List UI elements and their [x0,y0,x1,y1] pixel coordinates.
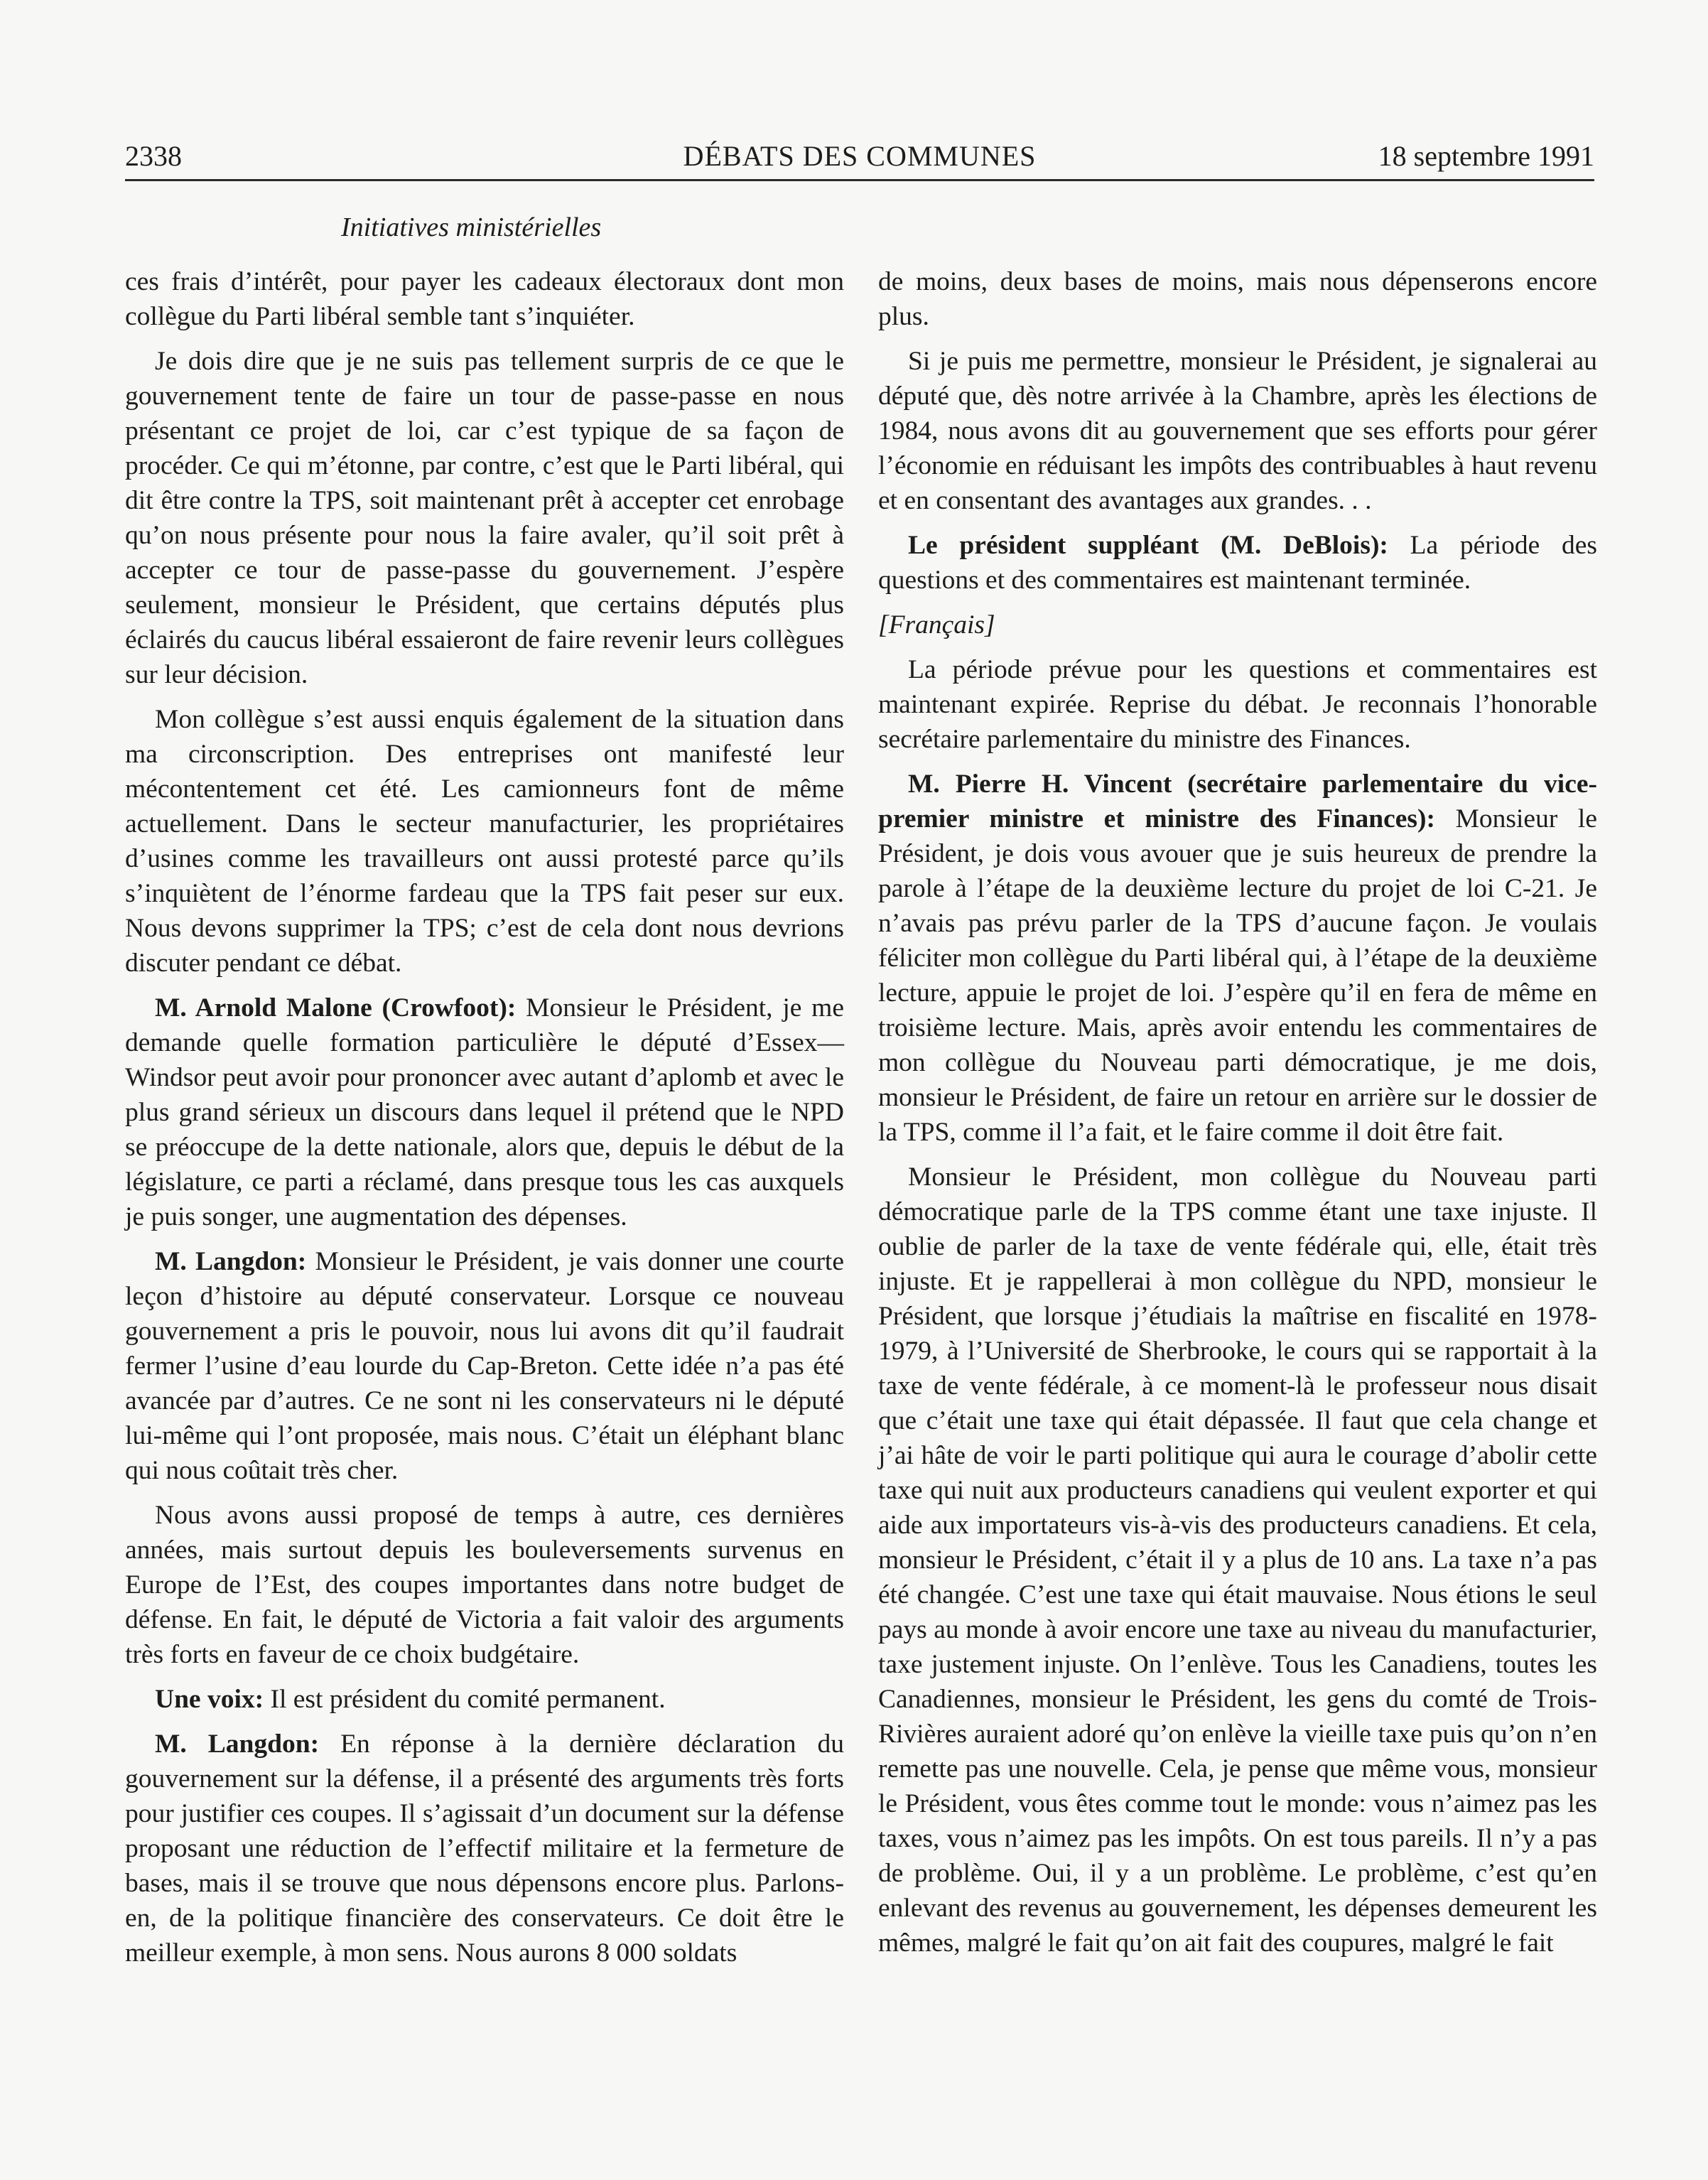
speaker-name: Le président suppléant (M. DeBlois): [908,531,1388,560]
paragraph [125,264,844,334]
paragraph-text: La période prévue pour les questions et commentaires est maintenant expirée. Reprise du débat. Je reconnais l’honorable secrétaire parlementaire du ministre des Finances. [878,655,1597,754]
paragraph [125,1498,844,1672]
text-columns [125,264,1597,1980]
paragraph [878,1160,1597,1960]
paragraph-text: En réponse à la dernière déclaration du gouvernement sur la défense, il a présenté des arguments très forts pour justifier ces coupes. Il s’agissait d’un document sur la défense proposant une réduction de l’effectif militaire et la fermeture de bases, mais il se trouve que nous dépensons encore plus. Parlons-en, de la politique financière des conservateurs. Ce doit être le meilleur exemple, à mon sens. Nous aurons 8 000 soldats [125,1730,844,1968]
paragraph-text: Monsieur le Président, mon collègue du Nouveau parti démocratique parle de la TPS comme étant une taxe injuste. Il oublie de parler de la taxe de vente fédérale qui, elle, était très injuste. Et je rappellerai à mon collègue du NPD, monsieur le Président, que lorsque j’étudiais la maîtrise en fiscalité en 1978-1979, à l’Université de Sherbrooke, le cours qui se rapportait à la taxe de vente fédérale, à ce moment-là le professeur nous disait que c’était une taxe qui était dépassée. Il faut que cela change et j’ai hâte de voir le parti politique qui aura le courage d’abolir cette taxe qui nuit aux producteurs canadiens qui veulent exporter et qui aide aux importateurs vis-à-vis des producteurs canadiens. Et cela, monsieur le Président, c’était il y a plus de 10 ans. La taxe n’a pas été changée. C’est une taxe qui était mauvaise. Nous étions le seul pays au monde à avoir encore une taxe au niveau du manufacturier, taxe justement injuste. On l’enlève. Tous les Canadiens, toutes les Canadiennes, monsieur le Président, les gens du comté de Trois-Rivières auraient adoré qu’on enlève la vieille taxe puis qu’on n’en remette pas une nouvelle. Cela, je pense que même vous, monsieur le Président, vous êtes comme tout le monde: vous n’aimez pas les taxes, vous n’aimez pas les impôts. On est tous pareils. Il n’y a pas de problème. Oui, il y a un problème. Le problème, c’est qu’en enlevant des revenus au gouvernement, les dépenses demeurent les mêmes, malgré le fait qu’on ait fait des coupures, malgré le fait [878,1162,1597,1958]
issue-date: 18 septembre 1991 [1378,140,1594,172]
paragraph [125,344,844,692]
running-head [125,139,1594,181]
right-column [878,264,1597,1980]
speaker-paragraph [125,991,844,1234]
paragraph [878,264,1597,334]
paragraph-text: Si je puis me permettre, monsieur le Président, je signalerai au député que, dès notre arrivée à la Chambre, après les élections de 1984, nous avons dit au gouvernement que ses efforts pour gérer l’économie en réduisant les impôts des contribuables à haut revenu et en consentant des avantages aux grandes. . . [878,347,1597,515]
paragraph-text: Je dois dire que je ne suis pas tellement surpris de ce que le gouvernement tente de faire un tour de passe-passe en nous présentant ce projet de loi, car c’est typique de sa façon de procéder. Ce qui m’étonne, par contre, c’est que le Parti libéral, qui dit être contre la TPS, soit maintenant prêt à accepter cet enrobage qu’on nous présente pour nous la faire avaler, qu’il soit prêt à accepter ce tour de passe-passe du gouvernement. J’espère seulement, monsieur le Président, que certains députés plus éclairés du caucus libéral essaieront de faire revenir leurs collègues sur leur décision. [125,347,844,689]
page-number: 2338 [125,140,182,172]
speaker-paragraph [125,1682,844,1717]
speaker-paragraph [125,1244,844,1488]
speaker-paragraph [125,1727,844,1970]
paragraph-text: Monsieur le Président, je dois vous avouer que je suis heureux de prendre la parole à l’étape de la deuxième lecture du projet de loi C-21. Je n’avais pas prévu parler de la TPS d’aucune façon. Je voulais féliciter mon collègue du Parti libéral qui, à l’étape de la deuxième lecture, appuie le projet de loi. J’espère qu’il en fera de même en troisième lecture. Mais, après avoir entendu les commentaires de mon collègue du Nouveau parti démocratique, je me dois, monsieur le Président, de faire un retour en arrière sur le dossier de la TPS, comme il l’a fait, et le faire comme il doit être fait. [878,804,1597,1147]
paragraph-text: ces frais d’intérêt, pour payer les cadeaux électoraux dont mon collègue du Parti libéral semble tant s’inquiéter. [125,267,844,331]
paragraph-text: de moins, deux bases de moins, mais nous dépenserons encore plus. [878,267,1597,331]
paragraph-text: Monsieur le Président, je vais donner une courte leçon d’histoire au député conservateur. Lorsque ce nouveau gouvernement a pris le pouvoir, nous lui avons dit qu’il faudrait fermer l’usine d’eau lourde du Cap-Breton. Cette idée n’a pas été avancée par d’autres. Ce ne sont ni les conservateurs ni le député lui-même qui l’ont proposée, mais nous. C’était un éléphant blanc qui nous coûtait très cher. [125,1247,844,1485]
paragraph-text: Nous avons aussi proposé de temps à autre, ces dernières années, mais surtout depuis les bouleversements survenus en Europe de l’Est, des coupes importantes dans notre budget de défense. En fait, le député de Victoria a fait valoir des arguments très forts en faveur de ce choix budgétaire. [125,1501,844,1669]
publication-title: DÉBATS DES COMMUNES [683,140,1037,172]
paragraph [878,344,1597,518]
paragraph-text: Mon collègue s’est aussi enquis également de la situation dans ma circonscription. Des entreprises ont manifesté leur mécontentement cet été. Les camionneurs font de même actuellement. Dans le secteur manufacturier, les propriétaires d’usines comme les travailleurs ont aussi protesté parce qu’ils s’inquiètent de l’énorme fardeau que la TPS fait peser sur eux. Nous devons supprimer la TPS; c’est de cela dont nous devrions discuter pendant ce débat. [125,705,844,978]
speaker-paragraph [878,528,1597,598]
speaker-name: M. Pierre H. Vincent (secrétaire parlementaire du vice-premier ministre et ministre des Finances): [878,770,1597,833]
paragraph-text: Monsieur le Président, je me demande quelle formation particulière le député d’Essex—Windsor peut avoir pour prononcer avec autant d’aplomb et avec le plus grand sérieux un discours dans lequel il prétend que le NPD se préoccupe de la dette nationale, alors que, depuis le début de la législature, ce parti a réclamé, dans presque tous les cas auxquels je puis songer, une augmentation des dépenses. [125,993,844,1231]
paragraph-text: Il est président du comité permanent. [264,1685,666,1714]
paragraph [125,702,844,981]
language-tag: [Français] [878,610,995,640]
speaker-name: Une voix: [155,1685,264,1714]
paragraph [878,652,1597,757]
speaker-name: M. Langdon: [155,1730,320,1759]
left-column [125,264,844,1980]
speaker-name: M. Arnold Malone (Crowfoot): [155,993,517,1022]
section-heading: Initiatives ministérielles [341,212,602,242]
speaker-name: M. Langdon: [155,1247,307,1276]
speaker-paragraph [878,767,1597,1150]
paragraph-text: La période des questions et des commentaires est maintenant terminée. [878,531,1598,595]
